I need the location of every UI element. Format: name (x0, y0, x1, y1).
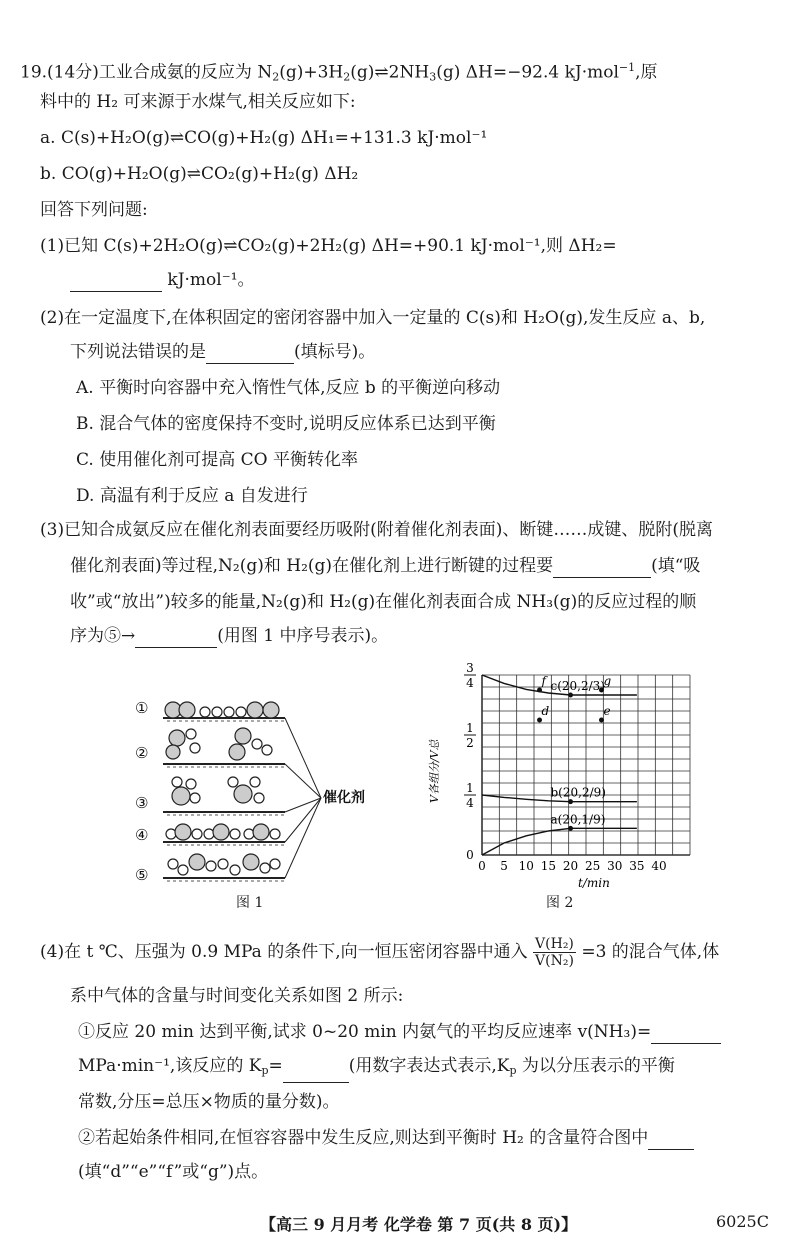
reaction-b: b. CO(g)+H₂O(g)⇌CO₂(g)+H₂(g) ΔH₂ (40, 164, 359, 184)
data-point-6 (568, 826, 573, 831)
data-point-0 (537, 688, 542, 693)
data-point-3 (537, 718, 542, 723)
data-point-label-6: a(20,1/9) (550, 812, 606, 827)
option-a: A. 平衡时向容器中充入惰性气体,反应 b 的平衡逆向移动 (76, 378, 501, 398)
answer-blank-5[interactable] (651, 1025, 721, 1044)
fig1-label-2: ② (135, 744, 149, 762)
y-tick-den-3: 4 (466, 676, 474, 690)
part4-q2-line2: (填“d”“e”“f”或“g”)点。 (78, 1162, 269, 1182)
chart-y-ticks (464, 661, 476, 862)
y-tick-0: 0 (466, 848, 474, 862)
reaction-a: a. C(s)+H₂O(g)⇌CO(g)+H₂(g) ΔH₁=+131.3 kJ·mol⁻¹ (40, 128, 488, 148)
part4-line2: 系中气体的含量与时间变化关系如图 2 所示: (70, 986, 404, 1006)
y-tick-num-3: 3 (466, 661, 474, 675)
x-tick-7: 35 (629, 859, 645, 873)
data-point-2 (568, 692, 573, 697)
data-point-label-3: d (541, 704, 550, 718)
answer-blank-7[interactable] (648, 1131, 694, 1150)
x-tick-5: 25 (584, 859, 601, 873)
data-point-4 (599, 718, 604, 723)
part4-q1-line1: ①反应 20 min 达到平衡,试求 0~20 min 内氨气的平均反应速率 v(NH₃)= (78, 1020, 800, 1044)
figure-2-caption: 图 2 (546, 895, 574, 911)
answer-blank-6[interactable] (283, 1064, 349, 1083)
part2-line2: 下列说法错误的是 (填标号)。 (70, 342, 376, 362)
fig1-label-5: ⑤ (135, 866, 149, 884)
option-b: B. 混合气体的密度保持不变时,说明反应体系已达到平衡 (76, 414, 496, 434)
figure-2-chart (418, 655, 718, 895)
chart-xlabel: t/min (578, 876, 610, 890)
question-19-header: 19.(14分)工业合成氨的反应为 $N_2(g)+3H_2(g)\rightleftharpoons 2NH_3(g)$ ΔH=−92.4 kJ·mol$^{-1}$,原 (20, 61, 658, 84)
part4-q2-line1: ②若起始条件相同,在恒容容器中发生反应,则达到平衡时 H₂ 的含量符合图中 (78, 1126, 800, 1150)
figure-1-caption: 图 1 (236, 895, 264, 911)
answer-blank-2[interactable] (206, 345, 294, 364)
x-tick-3: 15 (540, 859, 557, 873)
y-tick-num-2: 1 (466, 721, 474, 735)
x-tick-2: 10 (518, 859, 534, 873)
data-point-label-0: f (541, 674, 546, 688)
part3-line2: 催化剂表面)等过程,N₂(g)和 H₂(g)在催化剂上进行断键的过程要 (填“吸 (70, 556, 701, 576)
footer-page-info: 【高三 9 月月考 化学卷 第 7 页(共 8 页)】 (260, 1215, 578, 1234)
answer-prompt: 回答下列问题: (40, 200, 148, 220)
x-tick-4: 20 (562, 859, 579, 873)
answer-blank-3[interactable] (553, 559, 651, 578)
part1-line1: (1)已知 C(s)+2H₂O(g)⇌CO₂(g)+2H₂(g) ΔH=+90.1 kJ·mol⁻¹,则 ΔH₂= (40, 236, 617, 256)
y-tick-den-2: 2 (466, 736, 474, 750)
x-tick-1: 5 (500, 859, 508, 873)
y-tick-num-1: 1 (466, 781, 474, 795)
fig1-label-4: ④ (135, 826, 149, 844)
x-tick-6: 30 (607, 859, 623, 873)
part4-q1-line3: 常数,分压=总压×物质的量分数)。 (78, 1092, 340, 1112)
part4-line1: (4)在 t ℃、压强为 0.9 MPa 的条件下,向一恒压密闭容器中通入 $\frac{\text{V(H₂)}}{\text{V(N₂)}}$ =3 的混合气体,体 (40, 936, 720, 969)
answer-blank-4[interactable] (135, 629, 217, 648)
data-point-label-4: e (603, 704, 611, 718)
question-19-source: 料中的 H₂ 可来源于水煤气,相关反应如下: (40, 92, 356, 112)
data-point-label-1: g (603, 674, 612, 688)
chart-curves (482, 675, 637, 855)
option-c: C. 使用催化剂可提高 CO 平衡转化率 (76, 450, 358, 470)
part3-line3: 收”或“放出”)较多的能量,N₂(g)和 H₂(g)在催化剂表面合成 NH₃(g)的反应过程的顺 (70, 592, 697, 612)
part4-q1-line2: MPa·min⁻¹,该反应的 $K_p=$ (用数字表达式表示$,K_p$ 为以分压表示的平衡 (78, 1054, 800, 1083)
fig1-label-1: ① (135, 699, 149, 717)
curve-series-2 (482, 828, 637, 855)
part3-line4: 序为⑤→ (用图 1 中序号表示)。 (70, 626, 389, 646)
answer-blank-1[interactable] (70, 273, 162, 292)
chart-ylabel: V各组分/V总 (428, 739, 441, 803)
option-d: D. 高温有利于反应 a 自发进行 (76, 486, 308, 506)
part3-line1: (3)已知合成氨反应在催化剂表面要经历吸附(附着催化剂表面)、断键……成键、脱附(脱离 (40, 520, 713, 540)
part2-line1: (2)在一定温度下,在体积固定的密闭容器中加入一定量的 C(s)和 H₂O(g),发生反应 a、b, (40, 308, 706, 328)
x-tick-0: 0 (478, 859, 486, 873)
figure-1 (125, 688, 375, 888)
data-point-label-2: c(20,2/3) (550, 678, 605, 693)
x-tick-8: 40 (651, 859, 667, 873)
footer-code: 6025C (716, 1212, 769, 1231)
y-tick-den-1: 4 (466, 796, 474, 810)
part1-line2: kJ·mol⁻¹。 (70, 268, 800, 292)
volume-ratio-fraction: $\frac{\text{V(H₂)}}{\text{V(N₂)}}$ (535, 936, 574, 969)
catalyst-label: 催化剂 (323, 790, 365, 806)
fig1-label-3: ③ (135, 794, 149, 812)
chart-x-ticks (478, 859, 666, 873)
data-point-label-5: b(20,2/9) (550, 785, 606, 800)
data-point-5 (568, 799, 573, 804)
